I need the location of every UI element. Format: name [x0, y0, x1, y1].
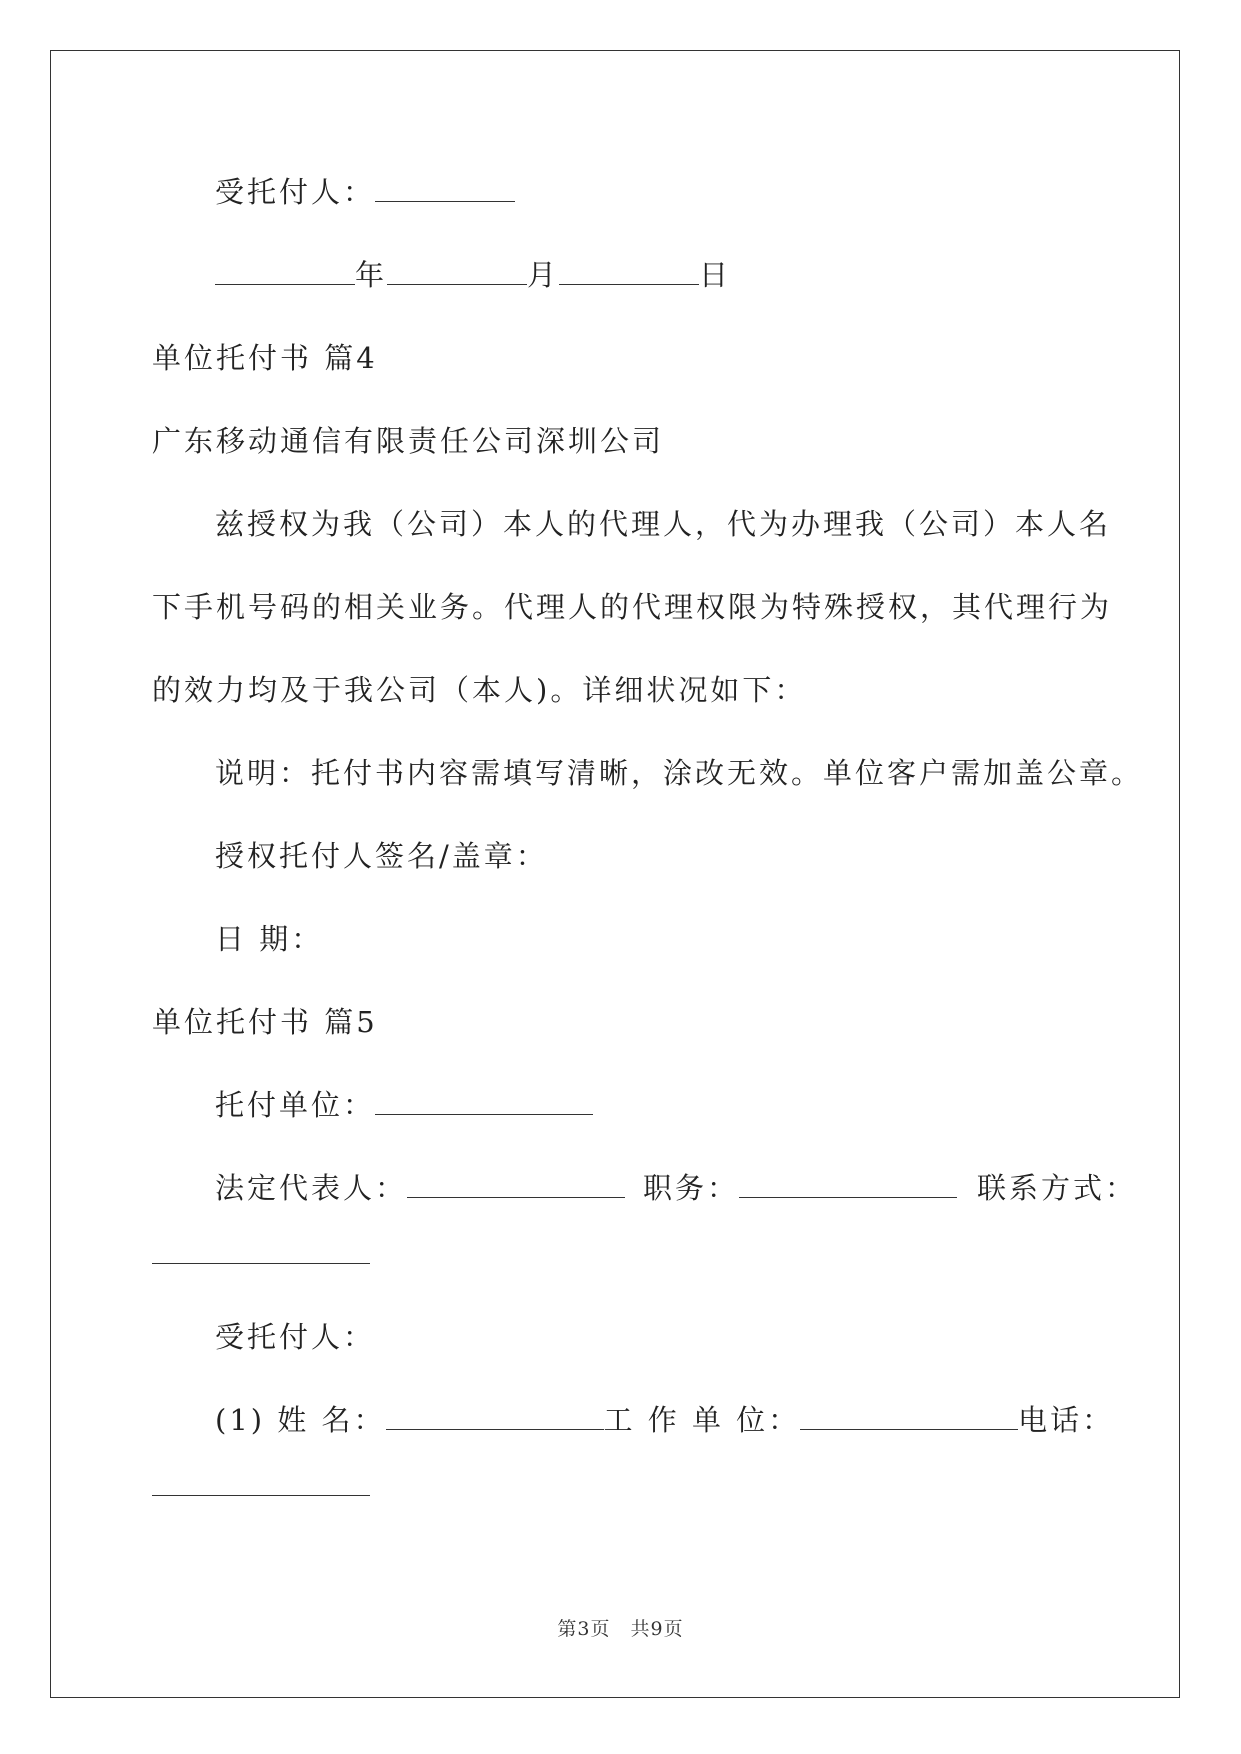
name-blank[interactable]: [386, 1403, 604, 1430]
phone-label: 电话：: [1018, 1403, 1115, 1437]
page-number: 第3页 共9页: [557, 1618, 684, 1640]
contact-blank-line: [152, 1234, 370, 1274]
entrust-unit-blank[interactable]: [375, 1088, 593, 1115]
trustee-line-1: [215, 172, 515, 212]
note-line: 说明：托付书内容需填写清晰，涂改无效。单位客户需加盖公章。: [215, 756, 1144, 790]
entrust-unit-label: 托付单位：: [215, 1088, 376, 1122]
position-label: 职务：: [643, 1171, 740, 1205]
month-blank[interactable]: [387, 258, 527, 285]
day-blank[interactable]: [559, 258, 699, 285]
phone-blank[interactable]: [152, 1469, 370, 1496]
phone-blank-line: [152, 1466, 370, 1506]
work-unit-label: 工 作 单 位：: [603, 1403, 801, 1437]
year-label: 年: [355, 258, 388, 292]
trustee-line-2: 受托付人：: [215, 1320, 376, 1354]
legal-rep-blank[interactable]: [407, 1171, 625, 1198]
addressee: 广东移动通信有限责任公司深圳公司: [152, 424, 665, 458]
legal-rep-label: 法定代表人：: [215, 1171, 408, 1205]
day-label: 日: [699, 258, 732, 292]
item-1-line: [215, 1400, 1114, 1440]
work-unit-blank[interactable]: [800, 1403, 1018, 1430]
name-label: (1) 姓 名：: [215, 1403, 386, 1437]
contact-label: 联系方式：: [977, 1171, 1138, 1205]
contact-blank[interactable]: [152, 1237, 370, 1264]
year-blank[interactable]: [215, 258, 355, 285]
trustee-label: 受托付人：: [215, 175, 376, 209]
trustee-blank[interactable]: [375, 175, 515, 202]
legal-rep-line: [215, 1168, 1137, 1208]
position-blank[interactable]: [739, 1171, 957, 1198]
entrust-unit-line: [215, 1085, 593, 1125]
signature-line: 授权托付人签名/盖章：: [215, 839, 548, 873]
paragraph-line-2: 下手机号码的相关业务。代理人的代理权限为特殊授权，其代理行为: [152, 590, 1113, 624]
date-line: [215, 255, 731, 295]
date-label-line: 日 期：: [215, 922, 324, 956]
month-label: 月: [527, 258, 560, 292]
paragraph-line-1: 兹授权为我（公司）本人的代理人，代为办理我（公司）本人名: [215, 507, 1112, 541]
section-heading-5: 单位托付书 篇5: [152, 1005, 378, 1039]
paragraph-line-3: 的效力均及于我公司（本人)。详细状况如下：: [152, 673, 807, 707]
section-heading-4: 单位托付书 篇4: [152, 341, 378, 375]
